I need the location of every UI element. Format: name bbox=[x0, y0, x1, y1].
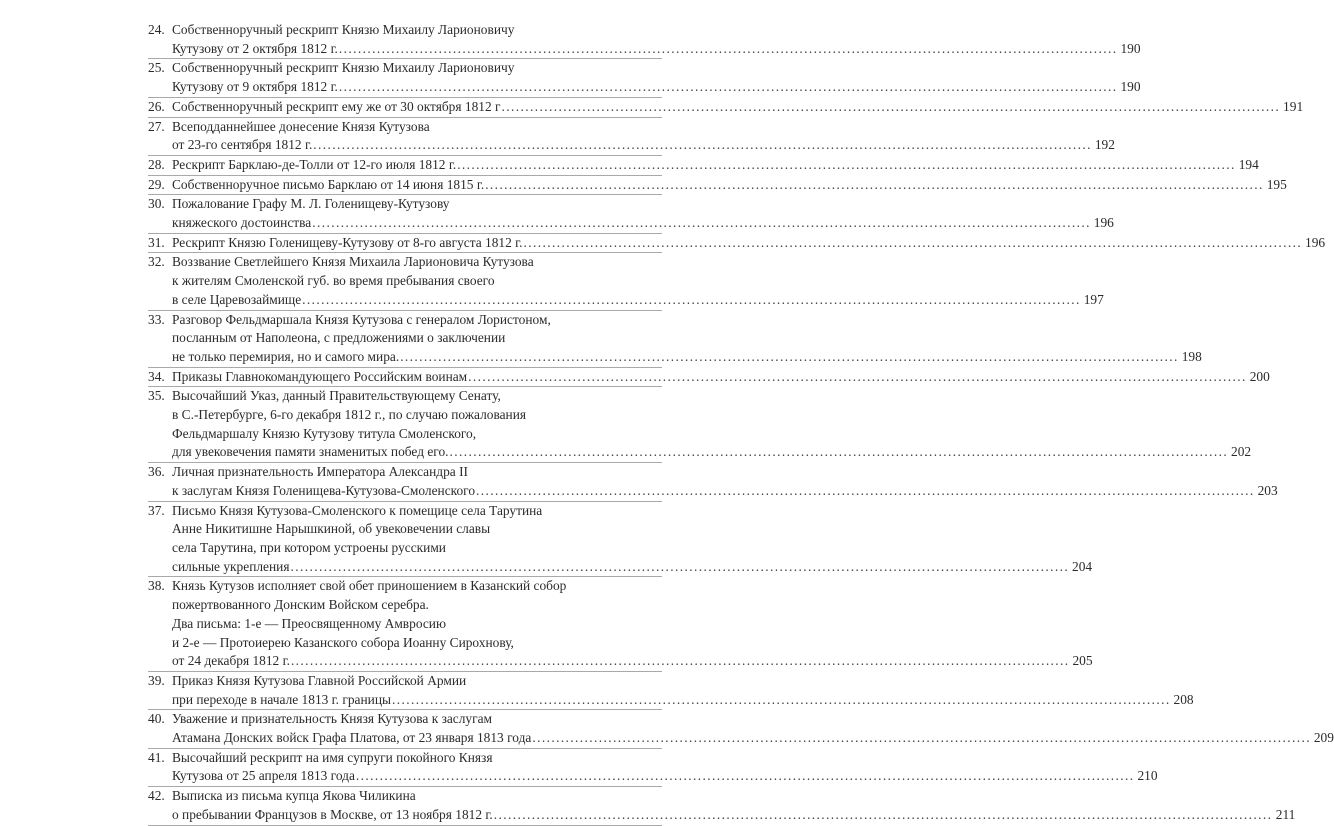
toc-entry-line bbox=[148, 749, 662, 768]
toc-entry-line bbox=[148, 634, 662, 653]
page-number[interactable]: 191 bbox=[1283, 98, 1304, 114]
page-number[interactable]: 194 bbox=[1238, 156, 1259, 172]
entry-number: 28. bbox=[148, 156, 165, 172]
page-number[interactable]: 208 bbox=[1173, 691, 1194, 707]
toc-entry[interactable] bbox=[148, 234, 1326, 254]
page-number[interactable]: 196 bbox=[1305, 234, 1326, 250]
page-number[interactable]: 198 bbox=[1181, 348, 1202, 364]
toc-entry-line bbox=[148, 539, 662, 558]
entry-title-text: Собственноручный рескрипт Князю Михаилу Ларионовичу bbox=[172, 60, 515, 76]
toc-entry[interactable] bbox=[148, 311, 1202, 368]
toc-entry[interactable] bbox=[148, 710, 1334, 748]
toc-entry-line bbox=[148, 195, 662, 214]
toc-entry-line bbox=[148, 40, 1141, 59]
toc-entry-line bbox=[148, 520, 662, 539]
toc-entry-line bbox=[148, 78, 1141, 97]
toc-entry-line bbox=[148, 767, 1158, 786]
toc-entry-line bbox=[148, 176, 1287, 195]
entry-number: 42. bbox=[148, 788, 165, 804]
toc-entry-line bbox=[148, 482, 1278, 501]
toc-entry[interactable] bbox=[148, 156, 1259, 176]
toc-entry[interactable] bbox=[148, 59, 1141, 97]
entry-title-text: Фельдмаршалу Князю Кутузову титула Смоленского, bbox=[172, 425, 477, 441]
entry-title-text: Воззвание Светлейшего Князя Михаила Ларионовича Кутузова bbox=[172, 254, 534, 270]
toc-entry-line bbox=[148, 118, 662, 137]
entry-title-text: Собственноручный рескрипт ему же от 30 октября 1812 г bbox=[172, 98, 501, 114]
entry-title-text: Пожалование Графу М. Л. Голенищеву-Кутузову bbox=[172, 196, 450, 212]
toc-entry-line bbox=[148, 463, 662, 482]
toc-entry-line bbox=[148, 443, 1252, 462]
entry-number: 25. bbox=[148, 60, 165, 76]
page-number[interactable]: 195 bbox=[1266, 176, 1287, 192]
toc-entry[interactable] bbox=[148, 368, 1270, 388]
entry-title-text: о пребывании Французов в Москве, от 13 ноября 1812 г. bbox=[172, 806, 493, 822]
toc-entry[interactable] bbox=[148, 253, 1104, 310]
dot-leader bbox=[392, 691, 1171, 710]
toc-entry-line bbox=[148, 311, 662, 330]
entry-title-text: Приказ Князя Кутузова Главной Российской Армии bbox=[172, 672, 467, 688]
entry-title-text: посланным от Наполеона, с предложениями о заключении bbox=[172, 330, 506, 346]
page-number[interactable]: 209 bbox=[1313, 730, 1334, 746]
entry-title-text: сильные укрепления bbox=[172, 558, 290, 574]
entry-title-text: Кутузову от 9 октября 1812 г. bbox=[172, 79, 338, 95]
entry-title-text: к жителям Смоленской губ. во время пребывания своего bbox=[172, 273, 495, 289]
toc-entry-line bbox=[148, 406, 662, 425]
toc-entry-line bbox=[148, 577, 662, 596]
toc-entry-line bbox=[148, 558, 1093, 577]
page-number[interactable]: 202 bbox=[1231, 444, 1252, 460]
entry-title-text: Уважение и признательность Князя Кутузова к заслугам bbox=[172, 711, 493, 727]
toc-entry[interactable] bbox=[148, 502, 1093, 578]
toc-entry-line bbox=[148, 272, 662, 291]
entry-title-text: от 23-го сентября 1812 г. bbox=[172, 137, 313, 153]
dot-leader bbox=[356, 767, 1135, 786]
toc-entry[interactable] bbox=[148, 463, 1278, 501]
entry-title-text: не только перемирия, но и самого мира. bbox=[172, 348, 400, 364]
entry-title-text: Кутузову от 2 октября 1812 г. bbox=[172, 40, 338, 56]
entry-number: 32. bbox=[148, 254, 165, 270]
entry-number: 29. bbox=[148, 176, 165, 192]
entry-number: 37. bbox=[148, 502, 165, 518]
dot-leader bbox=[450, 443, 1229, 462]
entry-title-text: к заслугам Князя Голенищева-Кутузова-Смоленского bbox=[172, 482, 476, 498]
entry-number: 30. bbox=[148, 196, 165, 212]
dot-leader bbox=[290, 558, 1069, 577]
table-of-contents bbox=[148, 21, 1334, 826]
entry-number: 40. bbox=[148, 711, 165, 727]
entry-title-text: села Тарутина, при котором устроены русскими bbox=[172, 539, 446, 555]
dot-leader bbox=[313, 136, 1092, 155]
page-number[interactable]: 190 bbox=[1120, 79, 1141, 95]
page-number[interactable]: 190 bbox=[1120, 40, 1141, 56]
entry-number: 26. bbox=[148, 98, 165, 114]
page-number[interactable]: 210 bbox=[1137, 768, 1158, 784]
toc-entry-line bbox=[148, 234, 1326, 253]
entry-title-text: Рескрипт Барклаю-де-Толли от 12-го июля 1812 г. bbox=[172, 156, 457, 172]
entry-title-text: Приказы Главнокомандующего Российским воинам bbox=[172, 368, 468, 384]
entry-title-text: Анне Никитишне Нарышкиной, об увековечении славы bbox=[172, 521, 491, 537]
dot-leader bbox=[494, 806, 1273, 825]
dot-leader bbox=[339, 40, 1118, 59]
toc-entry[interactable] bbox=[148, 118, 1115, 156]
entry-title-text: Личная признательность Императора Александра II bbox=[172, 464, 469, 480]
dot-leader bbox=[291, 652, 1070, 671]
toc-entry[interactable] bbox=[148, 21, 1141, 59]
toc-entry-line bbox=[148, 615, 662, 634]
toc-entry-line bbox=[148, 136, 1115, 155]
toc-entry-line bbox=[148, 156, 1259, 175]
toc-entry[interactable] bbox=[148, 195, 1114, 233]
toc-entry-line bbox=[148, 98, 1304, 117]
entry-title-text: и 2-е — Протоиерею Казанского собора Иоанну Сирохнову, bbox=[172, 634, 514, 650]
toc-entry-line bbox=[148, 596, 662, 615]
toc-entry-line bbox=[148, 329, 662, 348]
dot-leader bbox=[532, 729, 1311, 748]
entry-title-text: Собственноручный рескрипт Князю Михаилу Ларионовичу bbox=[172, 22, 515, 37]
toc-entry-line bbox=[148, 652, 1093, 671]
entry-number: 36. bbox=[148, 464, 165, 480]
entry-title-text: Разговор Фельдмаршала Князя Кутузова с генералом Лористоном, bbox=[172, 311, 551, 327]
toc-entry-line bbox=[148, 368, 1270, 387]
dot-leader bbox=[485, 176, 1264, 195]
dot-leader bbox=[476, 482, 1255, 501]
toc-entry[interactable] bbox=[148, 787, 1296, 825]
entry-number: 41. bbox=[148, 749, 165, 765]
entry-number: 34. bbox=[148, 368, 165, 384]
toc-entry-line bbox=[148, 253, 662, 272]
toc-entry-line bbox=[148, 672, 662, 691]
page-number[interactable]: 211 bbox=[1275, 806, 1296, 822]
entry-number: 31. bbox=[148, 234, 165, 250]
toc-entry-line bbox=[148, 348, 1202, 367]
entry-title-text: в С.-Петербурге, 6-го декабря 1812 г., по случаю пожалования bbox=[172, 407, 527, 423]
toc-entry[interactable] bbox=[148, 577, 1093, 672]
entry-title-text: Рескрипт Князю Голенищеву-Кутузову от 8-го августа 1812 г. bbox=[172, 234, 523, 250]
toc-entry-line bbox=[148, 806, 1296, 825]
toc-entry-line bbox=[148, 425, 662, 444]
toc-entry-line bbox=[148, 21, 662, 40]
entry-title-text: Князь Кутузов исполняет свой обет приношением в Казанский собор bbox=[172, 578, 567, 594]
entry-title-text: Собственноручное письмо Барклаю от 14 июня 1815 г. bbox=[172, 176, 485, 192]
entry-number: 38. bbox=[148, 578, 165, 594]
dot-leader bbox=[502, 98, 1281, 117]
toc-entry[interactable] bbox=[148, 672, 1194, 710]
dot-leader bbox=[468, 368, 1247, 387]
entry-number: 35. bbox=[148, 388, 165, 404]
entry-title-text: княжеского достоинства bbox=[172, 215, 312, 231]
dot-leader bbox=[339, 78, 1118, 97]
toc-entry-line bbox=[148, 710, 662, 729]
toc-entry-line bbox=[148, 291, 1104, 310]
dot-leader bbox=[400, 348, 1179, 367]
page-number[interactable]: 196 bbox=[1093, 215, 1114, 231]
page-number[interactable]: 197 bbox=[1083, 291, 1104, 307]
dot-leader bbox=[312, 214, 1091, 233]
entry-number: 33. bbox=[148, 311, 165, 327]
toc-entry-line bbox=[148, 214, 1114, 233]
dot-leader bbox=[302, 291, 1081, 310]
entry-title-text: для увековечения памяти знаменитых побед его. bbox=[172, 444, 449, 460]
entry-number: 24. bbox=[148, 22, 165, 37]
page-number[interactable]: 205 bbox=[1072, 653, 1093, 669]
toc-entry[interactable] bbox=[148, 749, 1158, 787]
entry-title-text: Высочайший Указ, данный Правительствующему Сенату, bbox=[172, 388, 501, 404]
page-number[interactable]: 204 bbox=[1072, 558, 1093, 574]
entry-title-text: пожертвованного Донским Войском серебра. bbox=[172, 597, 429, 613]
entry-title-text: Выписка из письма купца Якова Чиликина bbox=[172, 788, 416, 804]
entry-title-text: Атамана Донских войск Графа Платова, от 23 января 1813 года bbox=[172, 730, 532, 746]
toc-entry-line bbox=[148, 691, 1194, 710]
entry-title-text: при переходе в начале 1813 г. границы bbox=[172, 691, 391, 707]
toc-entry-line bbox=[148, 729, 1334, 748]
entry-title-text: в селе Царевозаймище bbox=[172, 291, 302, 307]
page-number[interactable]: 203 bbox=[1257, 482, 1278, 498]
toc-entry-line bbox=[148, 787, 662, 806]
toc-entry-line bbox=[148, 59, 662, 78]
page-number[interactable]: 192 bbox=[1094, 137, 1115, 153]
entry-number: 27. bbox=[148, 118, 165, 134]
toc-entry[interactable] bbox=[148, 98, 1304, 118]
toc-entry-line bbox=[148, 502, 662, 521]
entry-title-text: Письмо Князя Кутузова-Смоленского к помещице села Тарутина bbox=[172, 502, 543, 518]
dot-leader bbox=[523, 234, 1302, 253]
entry-title-text: Всеподданнейшее донесение Князя Кутузова bbox=[172, 118, 430, 134]
entry-title-text: Кутузова от 25 апреля 1813 года bbox=[172, 768, 355, 784]
dot-leader bbox=[457, 156, 1236, 175]
entry-title-text: Два письма: 1-е — Преосвященному Амвросию bbox=[172, 615, 446, 631]
entry-title-text: Высочайший рескрипт на имя супруги покойного Князя bbox=[172, 749, 493, 765]
toc-entry[interactable] bbox=[148, 176, 1287, 196]
toc-entry[interactable] bbox=[148, 387, 1252, 463]
entry-number: 39. bbox=[148, 672, 165, 688]
toc-entry-line bbox=[148, 387, 662, 406]
page-number[interactable]: 200 bbox=[1249, 368, 1270, 384]
entry-title-text: от 24 декабря 1812 г. bbox=[172, 653, 290, 669]
